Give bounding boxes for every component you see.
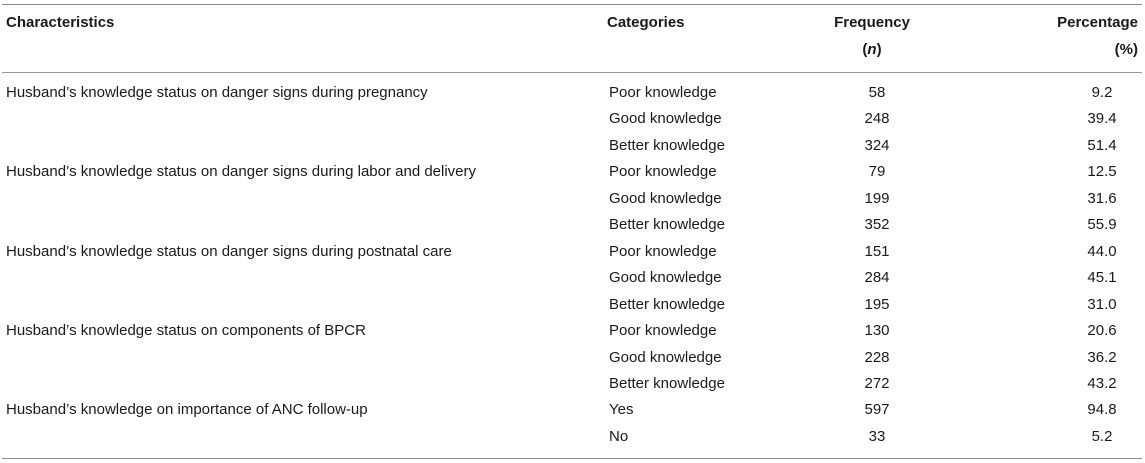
cell-percentage: 51.4 bbox=[1087, 136, 1117, 154]
table-row bbox=[2, 318, 1142, 344]
cell-characteristic: Husband’s knowledge status on danger signs during postnatal care bbox=[6, 242, 452, 260]
table-row bbox=[2, 80, 1142, 106]
cell-category: Good knowledge bbox=[609, 189, 722, 207]
cell-frequency: 58 bbox=[868, 84, 886, 101]
cell-frequency: 284 bbox=[864, 269, 890, 287]
cell-percentage: 39.4 bbox=[1087, 110, 1117, 128]
cell-category: Poor knowledge bbox=[609, 84, 717, 101]
cell-category: Good knowledge bbox=[609, 348, 722, 366]
header-divider-rule bbox=[2, 72, 1142, 73]
cell-percentage: 44.0 bbox=[1087, 242, 1117, 260]
cell-percentage: 12.5 bbox=[1087, 163, 1117, 181]
cell-frequency: 79 bbox=[868, 163, 886, 181]
cell-percentage: 31.6 bbox=[1087, 189, 1117, 207]
cell-percentage: 31.0 bbox=[1087, 295, 1117, 313]
cell-percentage: 43.2 bbox=[1087, 374, 1117, 392]
header-percentage-label: Percentage bbox=[1057, 14, 1138, 31]
header-characteristics: Characteristics bbox=[6, 14, 115, 31]
cell-frequency: 228 bbox=[864, 348, 890, 366]
cell-frequency: 130 bbox=[864, 322, 890, 340]
header-percentage-unit: (%) bbox=[1114, 41, 1138, 58]
table-row bbox=[2, 106, 1142, 132]
header-frequency bbox=[782, 12, 962, 61]
cell-percentage: 9.2 bbox=[1091, 84, 1113, 101]
table-row bbox=[2, 371, 1142, 397]
cell-category: Good knowledge bbox=[609, 269, 722, 287]
table-row bbox=[2, 397, 1142, 423]
cell-characteristic: Husband’s knowledge status on danger signs during pregnancy bbox=[6, 84, 428, 101]
cell-percentage: 20.6 bbox=[1087, 322, 1117, 340]
cell-category: Better knowledge bbox=[609, 136, 725, 154]
cell-characteristic: Husband’s knowledge status on danger signs during labor and delivery bbox=[6, 163, 477, 181]
cell-category: No bbox=[609, 427, 629, 445]
header-categories: Categories bbox=[607, 14, 685, 31]
cell-category: Poor knowledge bbox=[609, 322, 717, 340]
cell-characteristic: Husband’s knowledge on importance of ANC follow-up bbox=[6, 401, 368, 419]
cell-characteristic: Husband’s knowledge status on components of BPCR bbox=[6, 322, 366, 340]
header-frequency-label: Frequency bbox=[834, 14, 910, 31]
cell-frequency: 151 bbox=[864, 242, 890, 260]
cell-frequency: 324 bbox=[864, 136, 890, 154]
table-row bbox=[2, 424, 1142, 450]
header-percentage bbox=[982, 12, 1138, 61]
table-top-rule bbox=[2, 4, 1142, 5]
cell-category: Good knowledge bbox=[609, 110, 722, 128]
table-row bbox=[2, 159, 1142, 185]
table-row bbox=[2, 292, 1142, 318]
table-row bbox=[2, 186, 1142, 212]
cell-category: Better knowledge bbox=[609, 295, 725, 313]
cell-percentage: 55.9 bbox=[1087, 216, 1117, 234]
cell-percentage: 94.8 bbox=[1087, 401, 1117, 419]
header-frequency-unit: (n) bbox=[862, 41, 882, 58]
table-row bbox=[2, 345, 1142, 371]
cell-frequency: 195 bbox=[864, 295, 890, 313]
cell-category: Poor knowledge bbox=[609, 163, 717, 181]
table-row bbox=[2, 133, 1142, 159]
cell-category: Better knowledge bbox=[609, 374, 725, 392]
cell-percentage: 36.2 bbox=[1087, 348, 1117, 366]
cell-frequency: 248 bbox=[864, 110, 890, 128]
cell-frequency: 597 bbox=[864, 401, 890, 419]
cell-category: Yes bbox=[609, 401, 634, 419]
cell-frequency: 352 bbox=[864, 216, 890, 234]
cell-category: Better knowledge bbox=[609, 216, 725, 234]
table-bottom-rule bbox=[2, 458, 1142, 459]
cell-frequency: 272 bbox=[864, 374, 890, 392]
cell-frequency: 33 bbox=[868, 427, 886, 445]
cell-category: Poor knowledge bbox=[609, 242, 717, 260]
table-row bbox=[2, 212, 1142, 238]
table-row bbox=[2, 265, 1142, 291]
cell-frequency: 199 bbox=[864, 189, 890, 207]
table-row bbox=[2, 239, 1142, 265]
cell-percentage: 5.2 bbox=[1091, 427, 1113, 445]
cell-percentage: 45.1 bbox=[1087, 269, 1117, 287]
